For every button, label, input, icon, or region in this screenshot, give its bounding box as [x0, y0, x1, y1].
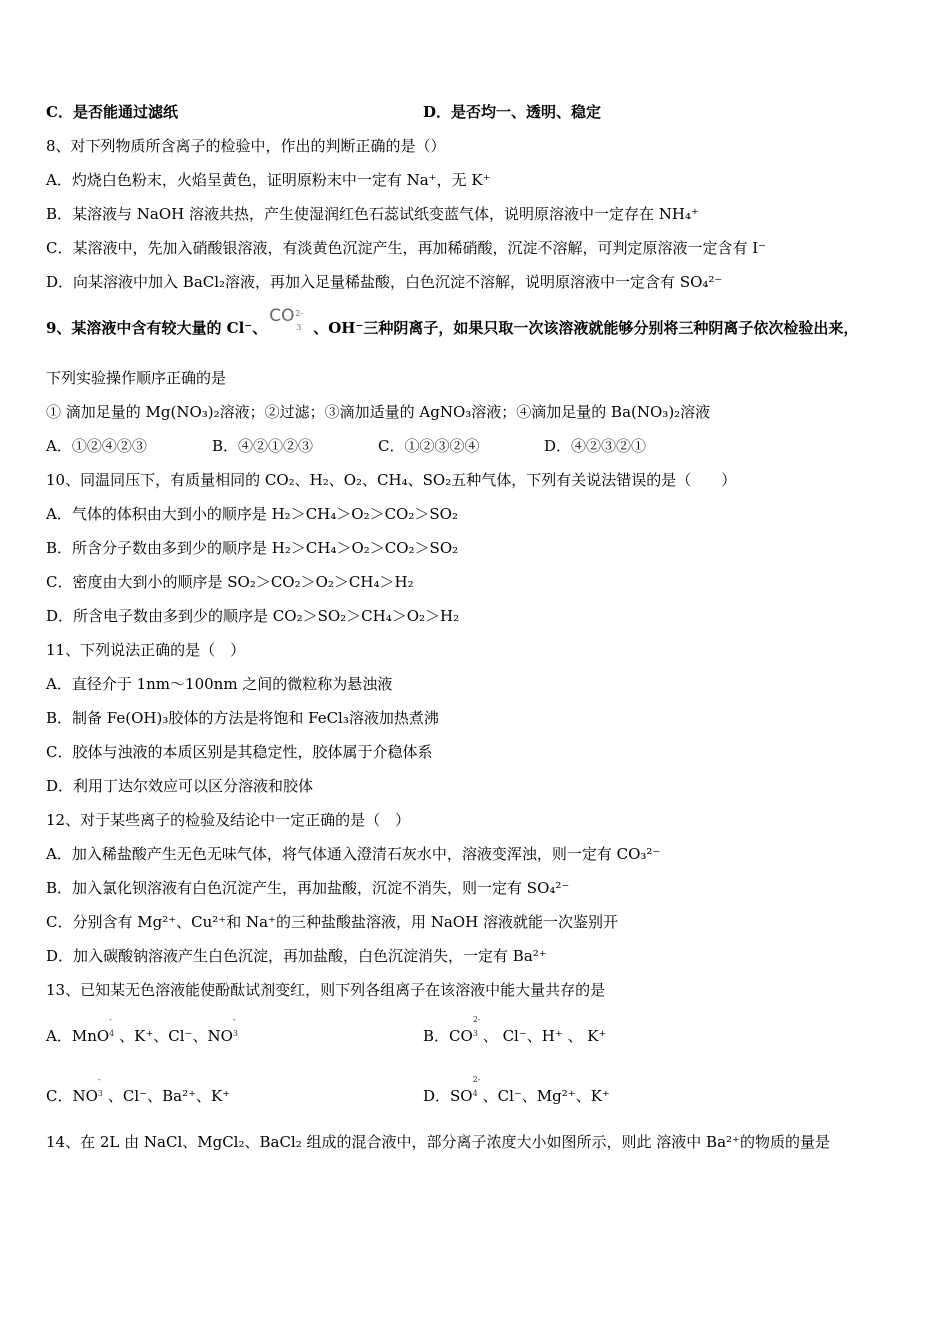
question-8-option-c: C．某溶液中，先加入硝酸银溶液，有淡黄色沉淀产生，再加稀硝酸，沉淀不溶解，可判定原溶液一定含有 I⁻ [46, 239, 767, 257]
nitrate-charge [232, 1015, 243, 1046]
question-12-option-a: A．加入稀盐酸产生无色无味气体，将气体通入澄清石灰水中，溶液变浑浊，则一定有 CO₃²⁻ [46, 845, 661, 863]
question-9-option-b: B．④②①②③ [212, 437, 314, 455]
question-14: 14、在 2L 由 NaCl、MgCl₂、BaCl₂ 组成的混合液中，部分离子浓度大小如图所示，则此 溶液中 Ba²⁺的物质的量是 [46, 1133, 830, 1151]
option-b-text-1: B．CO [423, 1027, 473, 1045]
question-8-option-a: A．灼烧白色粉末，火焰呈黄色，证明原粉末中一定有 Na⁺，无 K⁺ [46, 171, 491, 189]
subscript-4: 4 [109, 1029, 115, 1038]
charge-minus: - [97, 1075, 101, 1084]
question-9-option-c: C．①②③②④ [378, 437, 480, 455]
question-13-option-a [46, 1015, 243, 1045]
question-10-option-b: B．所含分子数由多到少的顺序是 H₂＞CH₄＞O₂＞CO₂＞SO₂ [46, 539, 459, 557]
question-9-text-b: 、OH⁻三种阴离子，如果只取一次该溶液就能够分别将三种阴离子依次检验出来， [313, 319, 859, 337]
charge-2-minus: 2- [472, 1075, 481, 1084]
question-13-options-ab [46, 1015, 926, 1046]
question-11: 11、下列说法正确的是（ ） [46, 641, 246, 659]
option-a-text-1: A．MnO [46, 1027, 110, 1045]
option-a-text-2: 、K⁺、Cl⁻、NO [119, 1027, 233, 1045]
nitrate-charge [97, 1075, 108, 1106]
subscript-3: 3 [232, 1029, 238, 1038]
sulfate-charge [472, 1075, 483, 1106]
question-12: 12、对于某些离子的检验及结论中一定正确的是（ ） [46, 811, 411, 829]
option-d-text-2: 、Cl⁻、Mg²⁺、K⁺ [482, 1087, 610, 1105]
question-9-line-1 [46, 306, 926, 338]
question-10-option-a: A．气体的体积由大到小的顺序是 H₂＞CH₄＞O₂＞CO₂＞SO₂ [46, 505, 458, 523]
question-9-text-a: 9、某溶液中含有较大量的 Cl⁻、 [46, 319, 268, 337]
question-8-option-d: D．向某溶液中加入 BaCl₂溶液，再加入足量稀盐酸，白色沉淀不溶解，说明原溶液中一定含有 SO₄²⁻ [46, 273, 723, 291]
question-9-options [46, 436, 926, 456]
option-c-text-2: 、Cl⁻、Ba²⁺、K⁺ [107, 1087, 231, 1105]
question-10: 10、同温同压下，有质量相同的 CO₂、H₂、O₂、CH₄、SO₂五种气体，下列有关说法错误的是（ ） [46, 471, 737, 489]
question-12-option-d: D．加入碳酸钠溶液产生白色沉淀，再加盐酸，白色沉淀消失，一定有 Ba²⁺ [46, 947, 547, 965]
option-c: C．是否能通过滤纸 [46, 103, 178, 121]
question-10-option-d: D．所含电子数由多到少的顺序是 CO₂＞SO₂＞CH₄＞O₂＞H₂ [46, 607, 460, 625]
carbonate-charge: 2- [295, 309, 304, 318]
question-13: 13、已知某无色溶液能使酚酞试剂变红，则下列各组离子在该溶液中能大量共存的是 [46, 981, 606, 999]
options-c-d-line [46, 102, 926, 122]
carbonate-formula-image [267, 306, 313, 338]
question-13-options-cd [46, 1075, 926, 1106]
question-9-option-a: A．①②④②③ [46, 437, 147, 455]
question-12-option-b: B．加入氯化钡溶液有白色沉淀产生，再加盐酸，沉淀不消失，则一定有 SO₄²⁻ [46, 879, 570, 897]
question-11-option-d: D．利用丁达尔效应可以区分溶液和胶体 [46, 777, 314, 795]
question-8: 8、对下列物质所含离子的检验中，作出的判断正确的是（） [46, 137, 446, 155]
charge-minus: - [232, 1015, 236, 1024]
question-13-option-d [423, 1075, 610, 1106]
option-b-text-2: 、 Cl⁻、H⁺ 、 K⁺ [482, 1027, 607, 1045]
permanganate-charge [109, 1015, 119, 1046]
question-10-option-c: C．密度由大到小的顺序是 SO₂＞CO₂＞O₂＞CH₄＞H₂ [46, 573, 414, 591]
option-d: D．是否均一、透明、稳定 [423, 103, 602, 121]
question-12-option-c: C．分别含有 Mg²⁺、Cu²⁺和 Na⁺的三种盐酸盐溶液，用 NaOH 溶液就能一次鉴别开 [46, 913, 618, 931]
question-9-line-2: 下列实验操作顺序正确的是 [46, 369, 227, 387]
subscript-3: 3 [472, 1029, 478, 1038]
option-c-text-1: C．NO [46, 1087, 98, 1105]
question-11-option-a: A．直径介于 1nm～100nm 之间的微粒称为悬浊液 [46, 675, 393, 693]
question-8-option-b: B．某溶液与 NaOH 溶液共热，产生使湿润红色石蕊试纸变蓝气体，说明原溶液中一定存在 NH₄⁺ [46, 205, 699, 223]
question-9-steps: ① 滴加足量的 Mg(NO₃)₂溶液；②过滤；③滴加适量的 AgNO₃溶液；④滴加足量的 Ba(NO₃)₂溶液 [46, 403, 711, 421]
carbonate-charge [472, 1015, 483, 1046]
subscript-4: 4 [472, 1089, 478, 1098]
charge-minus: - [109, 1015, 112, 1024]
question-13-option-b [423, 1015, 607, 1046]
question-11-option-b: B．制备 Fe(OH)₃胶体的方法是将饱和 FeCl₃溶液加热煮沸 [46, 709, 439, 727]
question-9-option-d: D．④②③②① [544, 437, 647, 455]
carbonate-subscript: 3 [296, 323, 302, 332]
subscript-3: 3 [97, 1089, 103, 1098]
carbonate-main: CO [269, 306, 295, 326]
charge-2-minus: 2- [472, 1015, 481, 1024]
option-d-text-1: D．SO [423, 1087, 473, 1105]
question-11-option-c: C．胶体与浊液的本质区别是其稳定性，胶体属于介稳体系 [46, 743, 433, 761]
question-13-option-c [46, 1075, 231, 1105]
